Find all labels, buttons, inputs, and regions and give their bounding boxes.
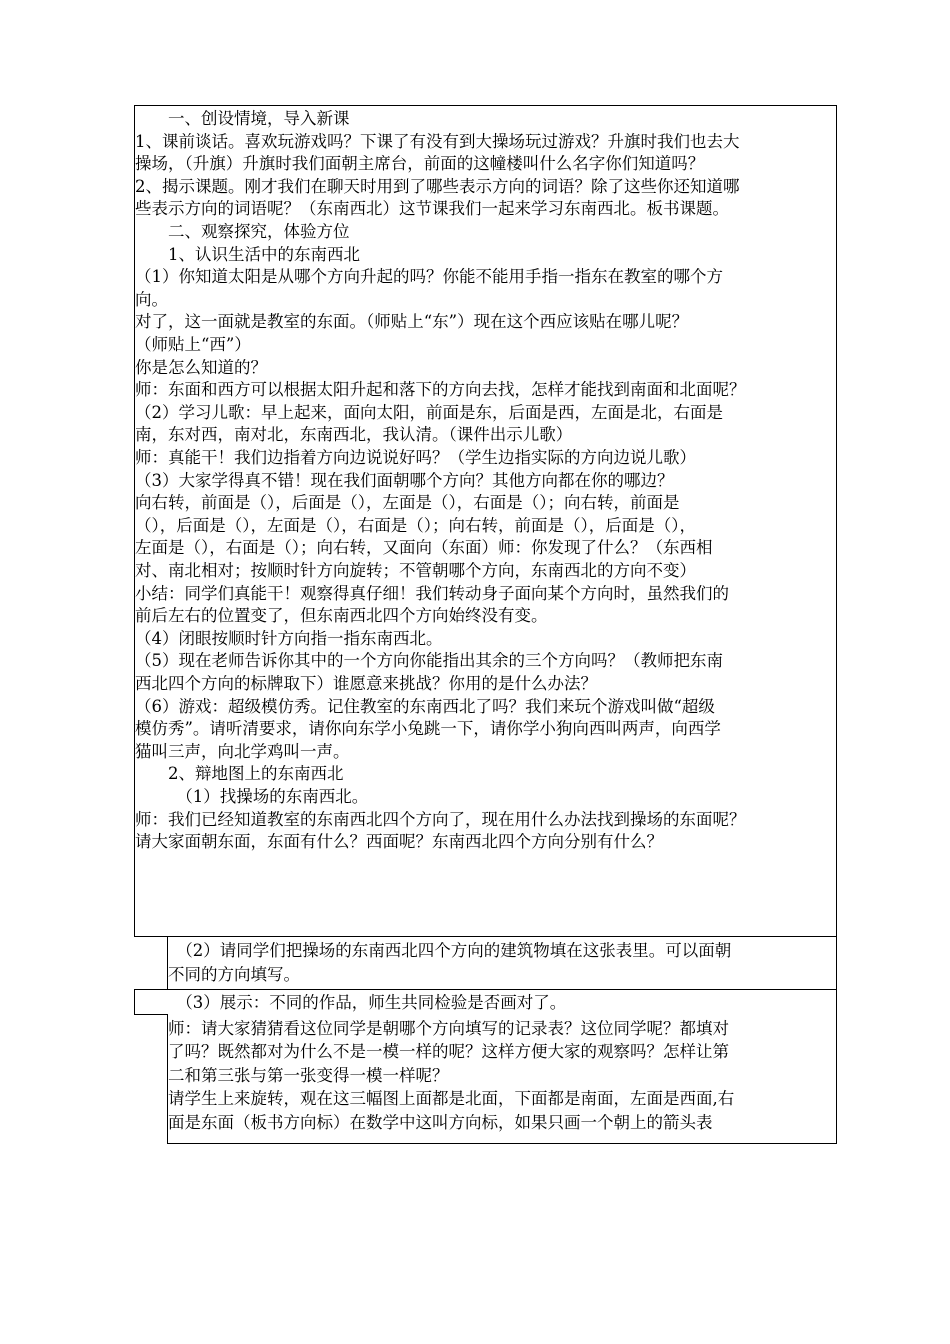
text-line: 师：请大家猜猜看这位同学是朝哪个方向填写的记录表？这位同学呢？都填对 xyxy=(168,1019,729,1038)
text-line: 操场，（升旗）升旗时我们面朝主席台，前面的这幢楼叫什么名字你们知道吗？ xyxy=(135,154,705,174)
lesson-plan-cell-fill-table xyxy=(167,936,837,990)
text-line: 小结：同学们真能干！观察得真仔细！我们转动身子面向某个方向时，虽然我们的 xyxy=(135,583,729,603)
text-line: 模仿秀”。请听清要求，请你向东学小兔跳一下，请你学小狗向西叫两声，向西学 xyxy=(135,719,721,739)
text-line: 西北四个方向的标牌取下）谁愿意来挑战？你用的是什么办法？ xyxy=(135,674,597,693)
text-line: 请大家面朝东面，东面有什么？西面呢？东南西北四个方向分别有什么？ xyxy=(135,832,663,852)
text-line: 对、南北相对；按顺时针方向旋转；不管朝哪个方向，东南西北的方向不变） xyxy=(135,561,696,580)
text-line: 不同的方向填写。 xyxy=(168,964,300,984)
text-line: （5）现在老师告诉你其中的一个方向你能指出其余的三个方向吗？（教师把东南 xyxy=(135,651,723,671)
text-line: 前后左右的位置变了，但东南西北四个方向始终没有变。 xyxy=(135,606,548,626)
text-line: 师：东面和西方可以根据太阳升起和落下的方向去找，怎样才能找到南面和北面呢？ xyxy=(135,380,746,400)
text-line: 1、课前谈话。喜欢玩游戏吗？下课了有没有到大操场玩过游戏？升旗时我们也去大 xyxy=(135,131,740,151)
text-line: （师贴上“西”） xyxy=(135,335,251,354)
text-line: 南，东对西，南对北，东南西北，我认清。（课件出示儿歌） xyxy=(135,425,573,445)
text-line: 2、辩地图上的东南西北 xyxy=(135,764,344,784)
text-line: （1）你知道太阳是从哪个方向升起的吗？你能不能用手指一指东在教室的哪个方 xyxy=(135,267,723,287)
text-line: 二、观察探究，体验方位 xyxy=(135,222,350,241)
text-line: 1、认识生活中的东南西北 xyxy=(135,244,360,264)
text-line: 左面是（），右面是（）；向右转，又面向（东面）师：你发现了什么？（东西相 xyxy=(135,538,713,558)
text-line: （2）学习儿歌：早上起来，面向太阳，前面是东，后面是西，左面是北，右面是 xyxy=(135,402,723,422)
text-line: （6）游戏：超级模仿秀。记住教室的东南西北了吗？我们来玩个游戏叫做“超级 xyxy=(135,696,715,716)
text-line: 猫叫三声，向北学鸡叫一声。 xyxy=(135,741,350,761)
text-line: （2）请同学们把操场的东南西北四个方向的建筑物填在这张表里。可以面朝 xyxy=(168,941,732,960)
lesson-plan-cell-main xyxy=(134,105,837,937)
text-line: 师：真能干！我们边指着方向边说说好吗？（学生边指实际的方向边说儿歌） xyxy=(135,448,696,467)
lesson-plan-cell-discussion xyxy=(167,1014,837,1144)
text-line: 师：我们已经知道教室的东南西北四个方向了，现在用什么办法找到操场的东面呢？ xyxy=(135,809,746,829)
text-line: （1）找操场的东南西北。 xyxy=(135,787,369,806)
text-line: （3）展示：不同的作品，师生共同检验是否画对了。 xyxy=(135,993,567,1012)
text-line: 一、创设情境，导入新课 xyxy=(135,109,350,128)
text-line: 2、揭示课题。刚才我们在聊天时用到了哪些表示方向的词语？除了这些你还知道哪 xyxy=(135,176,740,196)
lesson-plan-cell-display xyxy=(134,989,837,1015)
text-line: （3）大家学得真不错！现在我们面朝哪个方向？其他方向都在你的哪边？ xyxy=(135,470,674,490)
text-line: 对了，这一面就是教室的东面。（师贴上“东”）现在这个西应该贴在哪儿呢？ xyxy=(135,312,689,332)
text-line: 请学生上来旋转，观在这三幅图上面都是北面，下面都是南面，左面是西面,右 xyxy=(168,1089,735,1109)
text-line: （），后面是（），左面是（），右面是（）；向右转，前面是（），后面是（）， xyxy=(135,515,696,535)
text-line: 二和第三张与第一张变得一模一样呢？ xyxy=(168,1065,449,1085)
text-line: 些表示方向的词语呢？（东南西北）这节课我们一起来学习东南西北。板书课题。 xyxy=(135,199,729,219)
text-line: （4）闭眼按顺时针方向指一指东南西北。 xyxy=(135,628,443,648)
text-line: 面是东面（板书方向标）在数学中这叫方向标，如果只画一个朝上的箭头表 xyxy=(168,1112,713,1132)
text-line: 向。 xyxy=(135,289,168,309)
text-line: 向右转，前面是（），后面是（），左面是（），右面是（）；向右转，前面是 xyxy=(135,493,680,513)
text-line: 了吗？既然都对为什么不是一模一样的呢？这样方便大家的观察吗？怎样让第 xyxy=(168,1042,729,1062)
text-line: 你是怎么知道的？ xyxy=(135,357,267,377)
